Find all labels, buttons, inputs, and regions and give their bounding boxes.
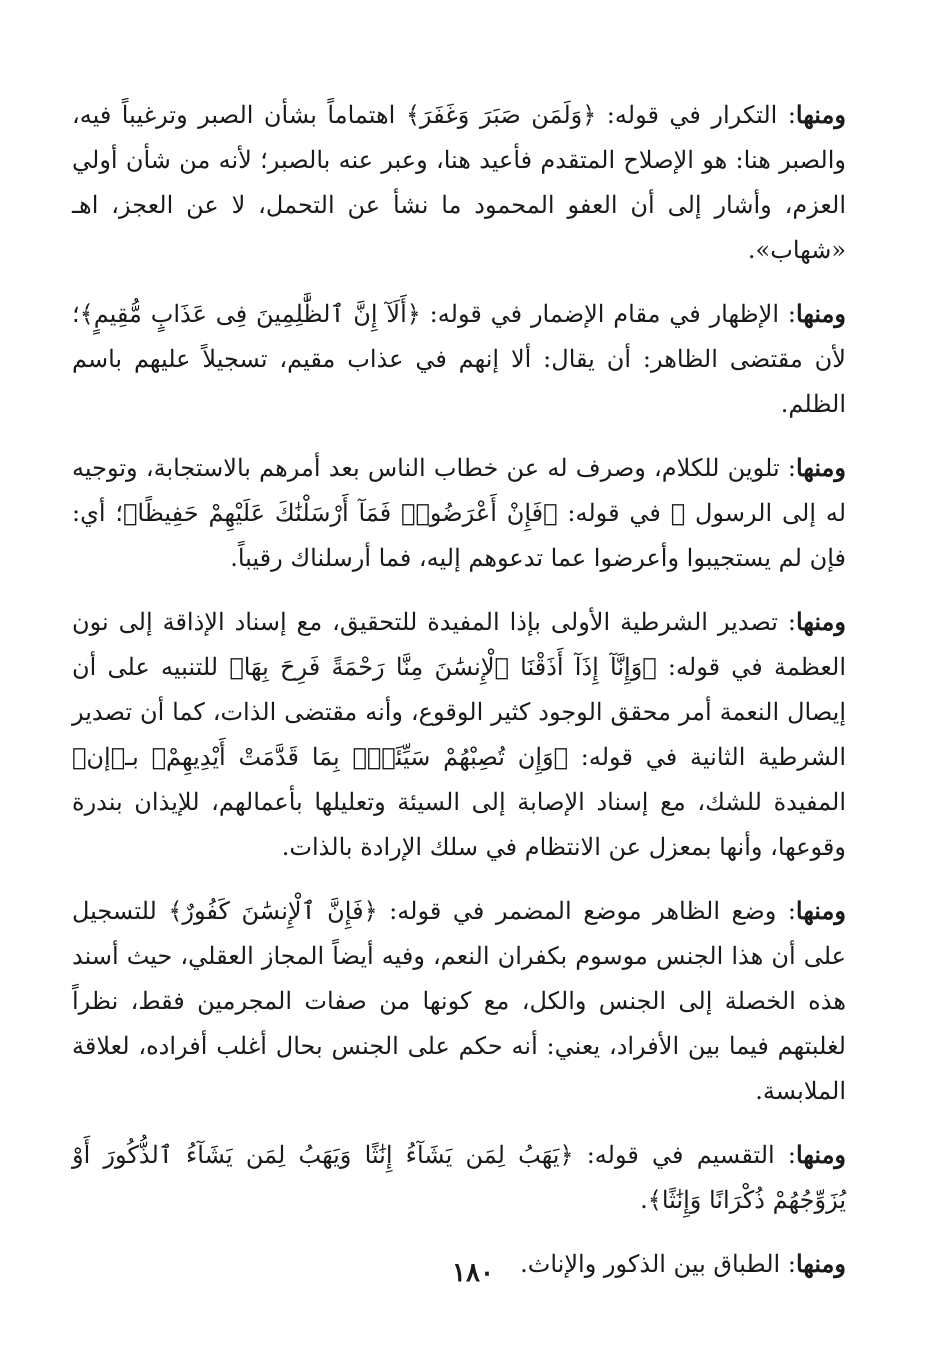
quran-quote: ﴿يَهَبُ لِمَن يَشَآءُ إِنَٰثًا وَيَهَبُ لِمَن يَشَآءُ ٱلذُّكُورَ أَوْ يُزَوِّجُهُمْ ذُكْرَانًا وَإِنَٰثًا﴾ bbox=[72, 1141, 846, 1214]
quran-quote: ﴿فَإِنَّ ٱلْإِنسَٰنَ كَفُورٌ﴾ bbox=[168, 897, 378, 925]
paragraph-text: . bbox=[640, 1186, 648, 1214]
quran-quote: ﴿إن﴾ bbox=[72, 743, 126, 771]
paragraph-text: اهتماماً بشأن الصبر وترغيباً فيه، والصبر هنا: هو الإصلاح المتقدم فأعيد هنا، وعبر عنه بالصبر؛ لأنه من شأن أولي العزم، وأشار إلى أن العفو المحمود ما نشأ عن التحمل، لا عن العجز، اهـ «شهاب». bbox=[72, 101, 846, 264]
paragraph-lead: ومنها bbox=[795, 607, 846, 636]
paragraph-text: : وضع الظاهر موضع المضمر في قوله: bbox=[377, 897, 796, 925]
paragraph-explicit-for-pronoun bbox=[72, 888, 846, 1114]
paragraph-lead: ومنها bbox=[795, 896, 846, 925]
quran-quote: ﴿أَلَآ إِنَّ ٱلظَّٰلِمِينَ فِى عَذَابٍ مُّقِيمٍ﴾ bbox=[79, 300, 421, 328]
paragraph-lead: ومنها bbox=[795, 299, 846, 328]
quran-quote: ﴿وَإِنَّآ إِذَآ أَذَقْنَا ٱلْإِنسَٰنَ مِنَّا رَحْمَةً فَرِحَ بِهَا﴾ bbox=[229, 653, 657, 681]
paragraph-text: : الطباق بين الذكور والإناث. bbox=[520, 1250, 796, 1278]
paragraph-explicit-noun bbox=[72, 291, 846, 427]
paragraph-text: للتسجيل على أن هذا الجنس موسوم بكفران النعم، وفيه أيضاً المجاز العقلي، حيث أسند هذه الخصلة إلى الجنس والكل، مع كونها من صفات المجرمين فقط، نظراً لغلبتهم فيما بين الأفراد، يعني: أنه حكم على الجنس بحال أغلب أفراده، لعلاقة الملابسة. bbox=[72, 897, 846, 1105]
paragraph-text: : تلوين للكلام، وصرف له عن خطاب الناس بعد أمرهم بالاستجابة، وتوجيه له إلى الرسول ﷺ في قوله: bbox=[72, 454, 847, 527]
paragraph-lead: ومنها bbox=[795, 100, 846, 129]
paragraph-text: : التقسيم في قوله: bbox=[573, 1141, 796, 1169]
quran-quote: ﴿وَلَمَن صَبَرَ وَغَفَرَ﴾ bbox=[405, 101, 597, 129]
paragraph-lead: ومنها bbox=[795, 1249, 846, 1278]
paragraph-text: : التكرار في قوله: bbox=[596, 101, 796, 129]
paragraph-text: : الإظهار في مقام الإضمار في قوله: bbox=[420, 300, 796, 328]
quran-quote: ﴿وَإِن تُصِبْهُمْ سَيِّئَةٌۢ بِمَا قَدَّمَتْ أَيْدِيهِمْ﴾ bbox=[151, 743, 568, 771]
paragraph-conditional bbox=[72, 599, 846, 870]
paragraph-division bbox=[72, 1132, 846, 1223]
paragraph-text: المفيدة للشك، مع إسناد الإصابة إلى السيئة وتعليلها بأعمالهم، للإيذان بندرة وقوعها، وأنها بمعزل عن الانتظام في سلك الإرادة بالذات. bbox=[72, 788, 846, 861]
paragraph-lead: ومنها bbox=[795, 453, 846, 482]
paragraph-text: بـ bbox=[125, 743, 152, 771]
paragraph-lead: ومنها bbox=[795, 1140, 847, 1169]
paragraph-text: للتنبيه على أن إيصال النعمة أمر محقق الوجود كثير الوقوع، وأنه مقتضى الذات، كما أن تصدير الشرطية الثانية في قوله: bbox=[72, 653, 847, 771]
paragraph-repetition bbox=[72, 92, 846, 273]
quran-quote: ﴿فَإِنْ أَعْرَضُوا۟ فَمَآ أَرْسَلْنَٰكَ عَلَيْهِمْ حَفِيظًا﴾ bbox=[123, 499, 558, 527]
paragraph-text: : تصدير الشرطية الأولى بإذا المفيدة للتحقيق، مع إسناد الإذاقة إلى نون العظمة في قوله: bbox=[72, 608, 846, 681]
paragraph-shift-address bbox=[72, 445, 846, 581]
paragraph-text: ؛ أي: فإن لم يستجيبوا وأعرضوا عما تدعوهم إليه، فما أرسلناك رقيباً. bbox=[72, 499, 846, 572]
paragraph-text: ؛ لأن مقتضى الظاهر: أن يقال: ألا إنهم في عذاب مقيم، تسجيلاً عليهم باسم الظلم. bbox=[72, 300, 846, 418]
page-number: ١٨٠ bbox=[452, 1258, 494, 1288]
